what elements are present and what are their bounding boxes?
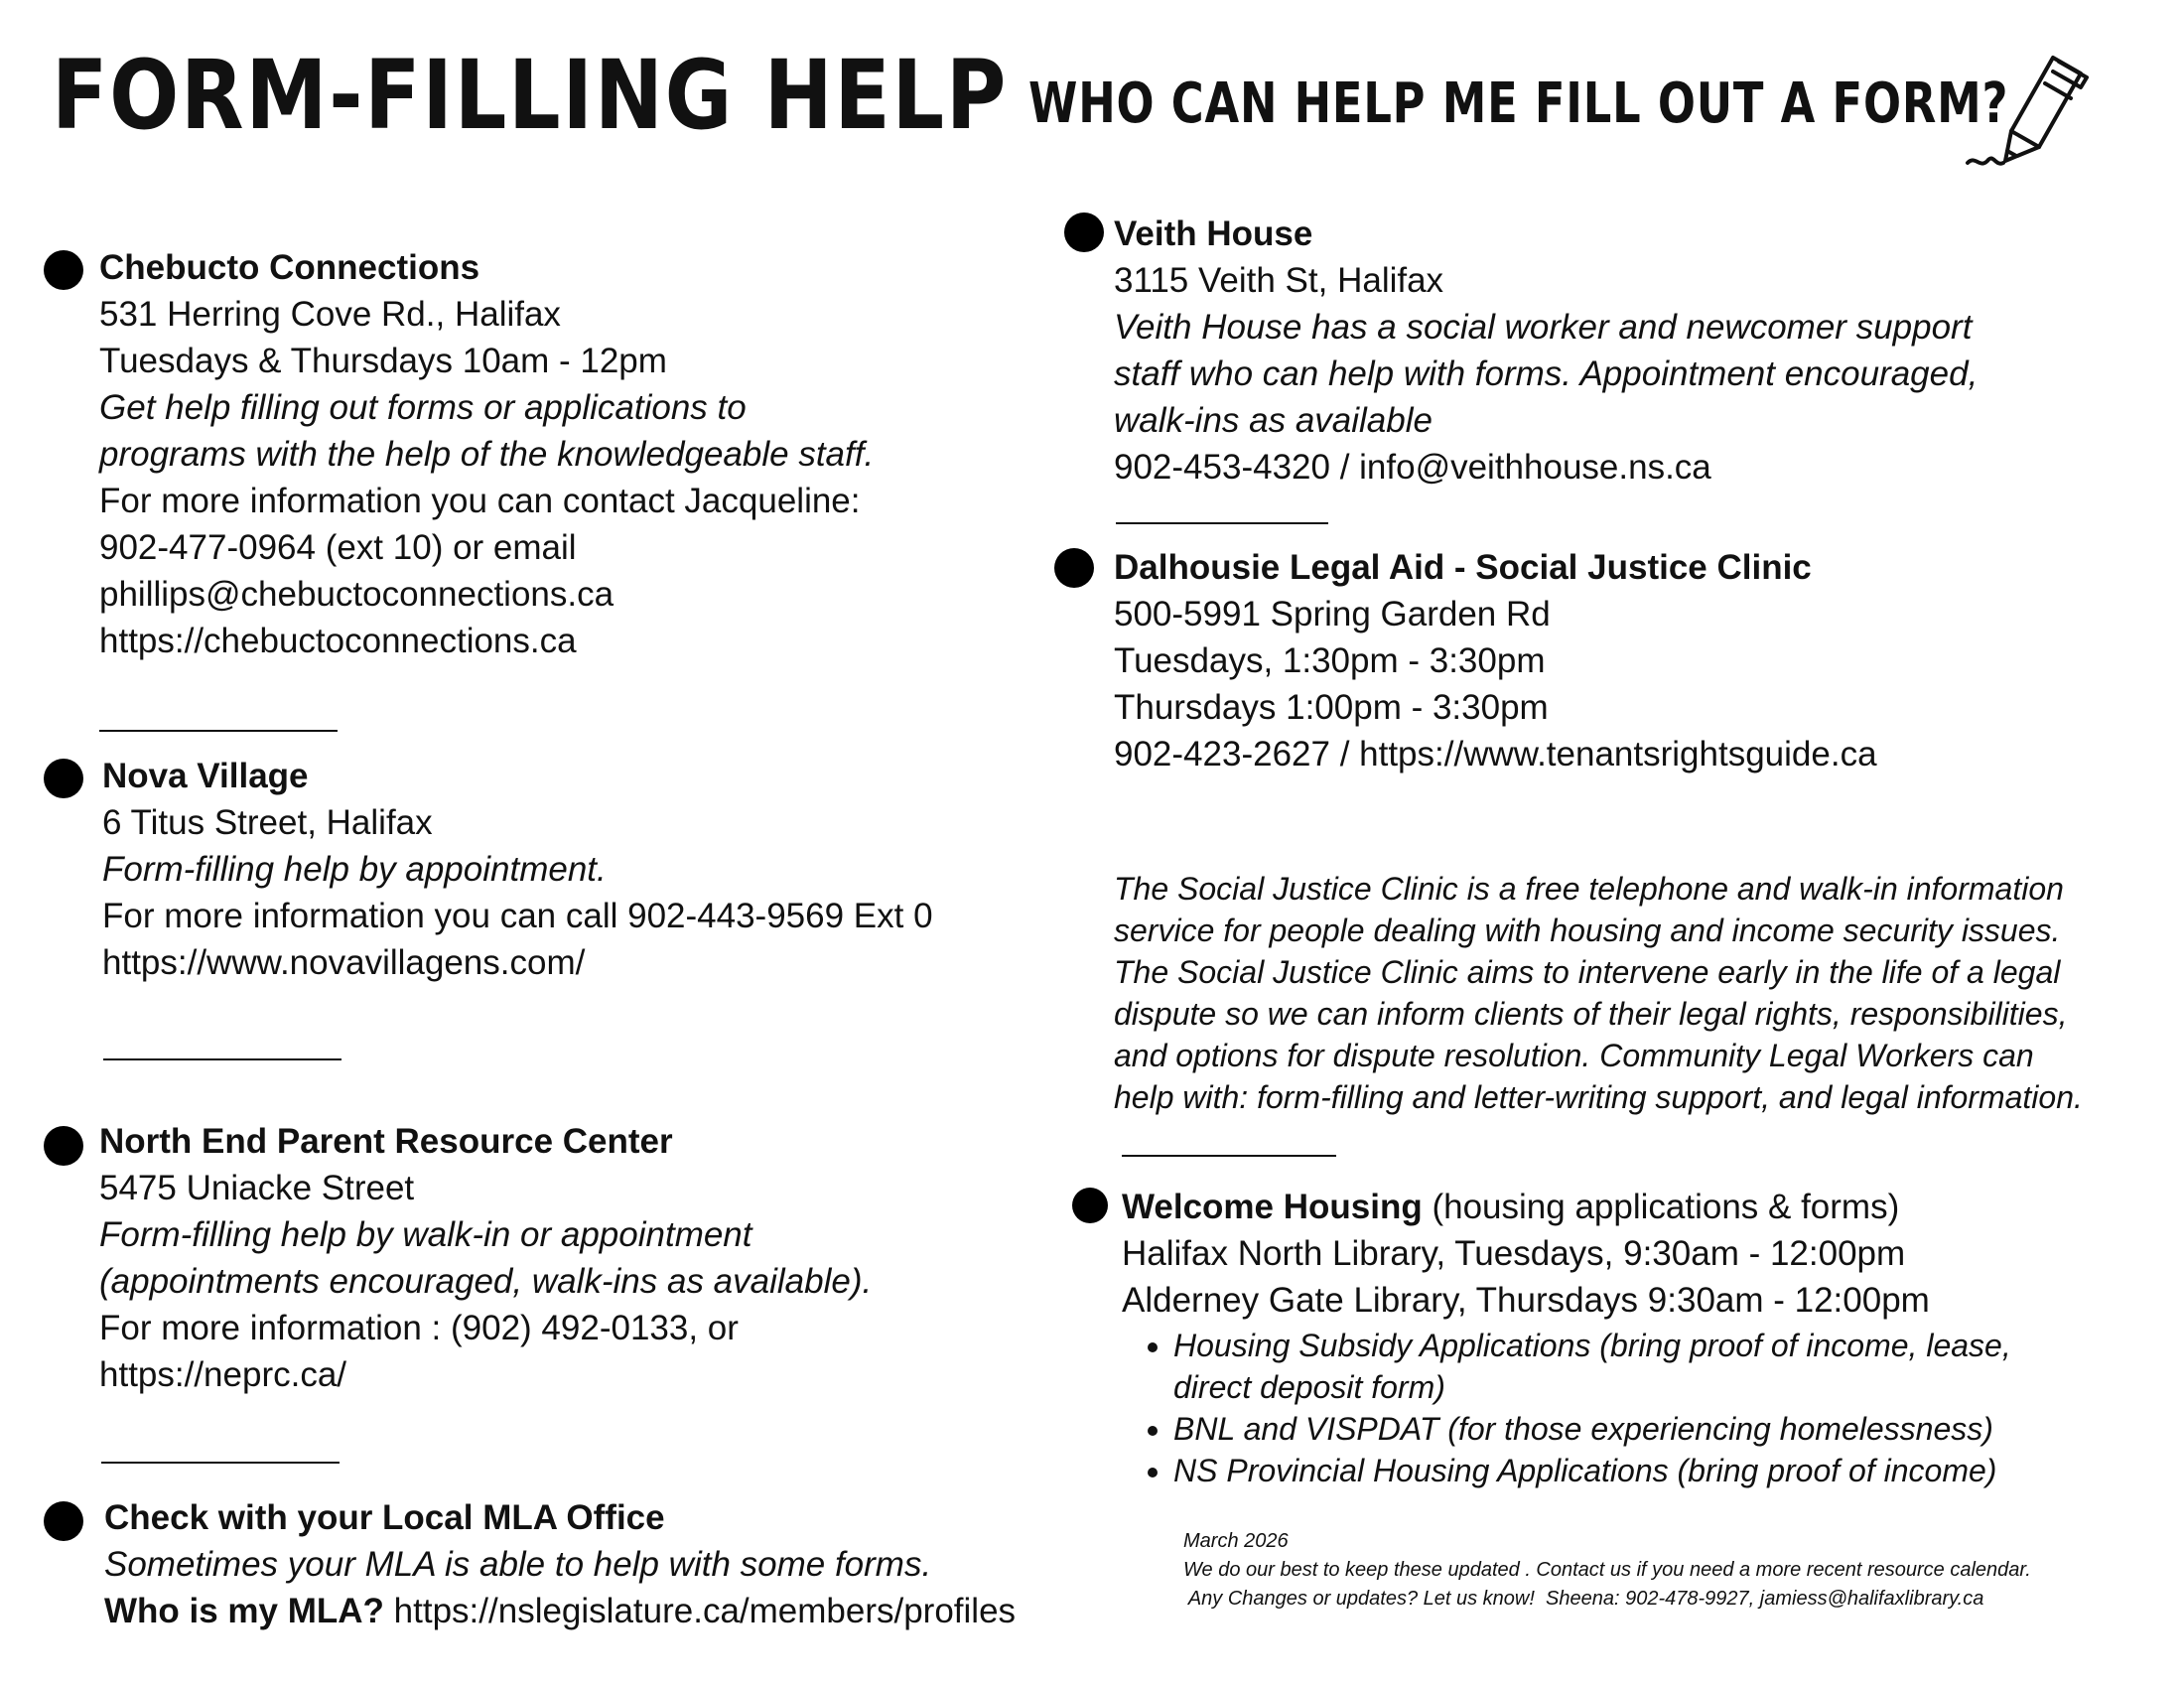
chebucto-entry (99, 244, 874, 664)
neprc-entry (99, 1118, 872, 1398)
divider (99, 730, 338, 732)
address: 3115 Veith St, Halifax (1114, 261, 1444, 300)
description: Sometimes your MLA is able to help with some forms. (104, 1545, 932, 1584)
divider (101, 1462, 340, 1464)
footer-line: Any Changes or updates? Let us know! Sheena: 902-478-9927, jamiess@halifaxlibrary.ca (1183, 1588, 1984, 1610)
website-link[interactable]: https://nslegislature.ca/members/profiles (393, 1592, 1017, 1630)
org-name: Check with your Local MLA Office (104, 1498, 665, 1537)
list-item: • Housing Subsidy Applications (bring proof of income, lease, direct deposit form) (1173, 1325, 2011, 1408)
footer-note (1183, 1527, 2031, 1614)
hours: Tuesdays & Thursdays 10am - 12pm (99, 342, 667, 380)
hours: Thursdays 1:00pm - 3:30pm (1114, 688, 1549, 727)
footer-line: We do our best to keep these updated . Contact us if you need a more recent resource calendar. (1183, 1559, 2031, 1581)
org-name: Welcome Housing (1122, 1188, 1423, 1226)
bullet-dot (1072, 1188, 1108, 1223)
bullet-dot (44, 1126, 83, 1166)
location: Alderney Gate Library, Thursdays 9:30am - 12:00pm (1122, 1281, 1930, 1320)
description: (appointments encouraged, walk-ins as available). (99, 1262, 873, 1301)
paragraph-line: help with: form-filling and letter-writing support, and legal information. (1114, 1079, 2083, 1115)
dalhousie-legal-aid-entry (1114, 544, 1877, 777)
address: 5475 Uniacke Street (99, 1169, 415, 1207)
org-name: Veith House (1114, 214, 1313, 253)
address: 6 Titus Street, Halifax (102, 803, 433, 842)
website-link[interactable]: https://neprc.ca/ (99, 1355, 347, 1394)
contact-text: For more information : (902) 492-0133, or (99, 1309, 739, 1347)
paragraph-line: The Social Justice Clinic is a free telephone and walk-in information (1114, 871, 2064, 907)
contact-text: 902-453-4320 / info@veithhouse.ns.ca (1114, 448, 1711, 487)
divider (103, 1058, 341, 1060)
bullet-dot (1054, 548, 1094, 588)
list-item: • NS Provincial Housing Applications (bring proof of income) (1173, 1450, 2011, 1491)
paragraph-line: dispute so we can inform clients of their legal rights, responsibilities, (1114, 996, 2068, 1032)
address: 531 Herring Cove Rd., Halifax (99, 295, 561, 334)
divider (1116, 522, 1328, 524)
mla-lookup (104, 1588, 1016, 1634)
nova-village-entry (102, 753, 933, 986)
org-note: (housing applications & forms) (1422, 1188, 1900, 1226)
hours: Tuesdays, 1:30pm - 3:30pm (1114, 641, 1546, 680)
welcome-housing-list (1122, 1325, 2011, 1491)
veith-house-entry (1114, 211, 1978, 491)
description: Form-filling help by appointment. (102, 850, 607, 889)
paragraph-line: and options for dispute resolution. Community Legal Workers can (1114, 1038, 2034, 1073)
footer-date: March 2026 (1183, 1530, 1289, 1552)
website-link[interactable]: https://chebuctoconnections.ca (99, 622, 577, 660)
bullet-dot (44, 250, 83, 290)
welcome-housing-heading (1122, 1184, 1930, 1230)
location: Halifax North Library, Tuesdays, 9:30am - 12:00pm (1122, 1234, 1906, 1273)
paragraph-line: The Social Justice Clinic aims to intervene early in the life of a legal (1114, 954, 2061, 990)
welcome-housing-entry (1122, 1184, 1930, 1324)
website-link[interactable]: https://www.novavillagens.com/ (102, 943, 586, 982)
contact-text: 902-423-2627 / https://www.tenantsrightsguide.ca (1114, 735, 1877, 774)
page-subtitle: WHO CAN HELP ME FILL OUT A FORM? (1028, 71, 2009, 136)
bullet-dot (44, 1501, 83, 1541)
contact-text: For more information you can contact Jacqueline: (99, 482, 861, 520)
description: programs with the help of the knowledgeable staff. (99, 435, 875, 474)
org-name: Dalhousie Legal Aid - Social Justice Clinic (1114, 548, 1812, 587)
description: staff who can help with forms. Appointment encouraged, (1114, 354, 1979, 393)
address: 500-5991 Spring Garden Rd (1114, 595, 1551, 633)
paragraph-line: service for people dealing with housing and income security issues. (1114, 913, 2061, 948)
description: Veith House has a social worker and newcomer support (1114, 308, 1973, 347)
description: walk-ins as available (1114, 401, 1433, 440)
bullet-dot (1064, 212, 1104, 252)
divider (1122, 1155, 1336, 1157)
description: Get help filling out forms or applications to (99, 388, 747, 427)
email-link[interactable]: phillips@chebuctoconnections.ca (99, 575, 614, 614)
org-name: Nova Village (102, 757, 309, 795)
mla-question: Who is my MLA? (104, 1592, 384, 1630)
social-justice-clinic-description (1114, 868, 2083, 1118)
bullet-dot (44, 759, 83, 798)
description: Form-filling help by walk-in or appointment (99, 1215, 752, 1254)
page-title: FORM-FILLING HELP (52, 40, 1009, 151)
list-item: • BNL and VISPDAT (for those experiencing homelessness) (1173, 1408, 2011, 1450)
contact-phone: 902-477-0964 (ext 10) or email (99, 528, 577, 567)
mla-entry (104, 1494, 1016, 1634)
pencil-icon (1962, 44, 2111, 183)
org-name: Chebucto Connections (99, 248, 480, 287)
org-name: North End Parent Resource Center (99, 1122, 673, 1161)
contact-text: For more information you can call 902-443-9569 Ext 0 (102, 897, 933, 935)
